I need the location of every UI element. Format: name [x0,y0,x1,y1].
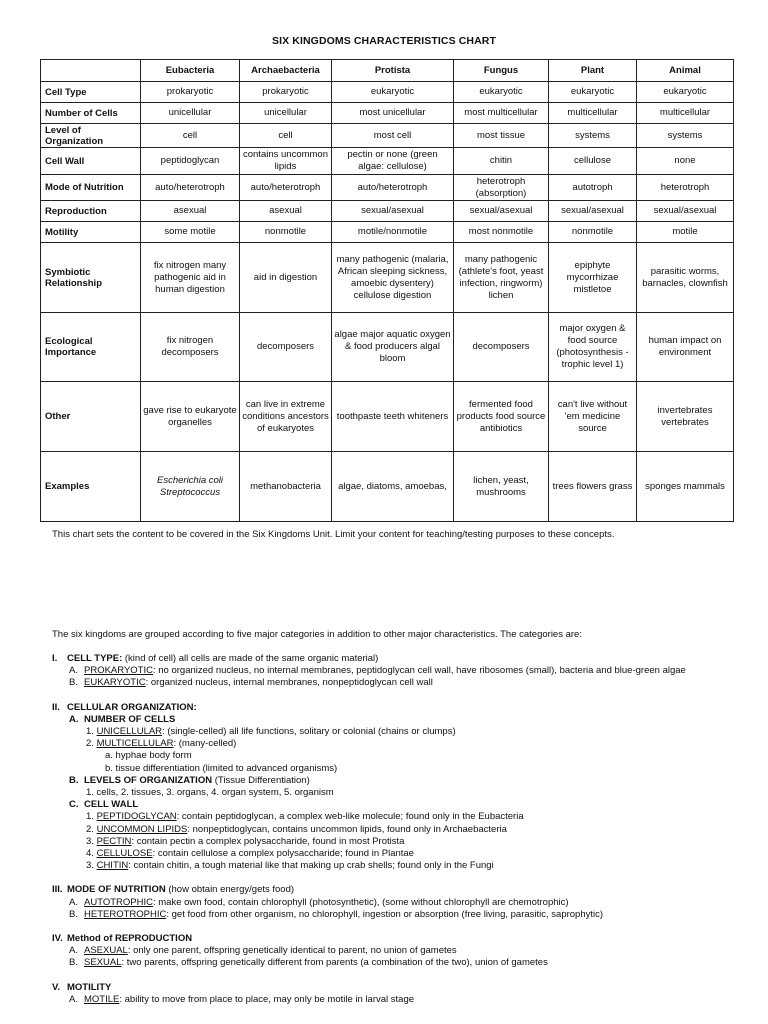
term: MULTICELLULAR [96,738,174,750]
row-label: Reproduction [41,201,141,222]
table-cell: asexual [240,201,332,222]
item-key: 3. [86,860,94,872]
table-cell: systems [637,124,734,148]
table-cell: unicellular [141,103,240,124]
table-cell: eukaryotic [332,82,454,103]
row-label: Symbiotic Relationship [41,243,141,313]
table-cell: chitin [454,148,549,175]
item-key: 1. [86,811,94,823]
table-cell: algae, diatoms, amoebas, [332,452,454,522]
table-cell: human impact on environment [637,313,734,382]
item-text: : contain peptidoglycan, a complex web-like molecule; found only in the Eubacteria [176,811,524,823]
row-label: Level of Organization [41,124,141,148]
item-key: 1. [86,726,94,738]
table-cell: decomposers [454,313,549,382]
header-cell: Archaebacteria [240,60,332,82]
term: PEPTIDOGLYCAN [96,811,177,823]
outline-subitem: b. tissue differentiation (limited to advanced organisms) [105,762,338,774]
outline-item [52,726,752,738]
table-cell: sexual/asexual [549,201,637,222]
table-cell: sponges mammals [637,452,734,522]
row-label: Mode of Nutrition [41,175,141,201]
table-cell: motile/nonmotile [332,222,454,243]
table-cell: sexual/asexual [637,201,734,222]
table-cell: auto/heterotroph [332,175,454,201]
item-key: A. [69,665,78,677]
row-label: Ecological Importance [41,313,141,382]
table-cell: auto/heterotroph [141,175,240,201]
item-key: 2. [86,823,94,835]
item-key: B. [69,957,78,969]
item-text: : organized nucleus, internal membranes, nonpeptidoglycan cell wall [145,677,433,689]
term: PECTIN [96,835,132,847]
six-kingdoms-table [40,59,734,522]
table-cell: many pathogenic (malaria, African sleeping sickness, amoebic dysentery) cellulose digestion [332,243,454,313]
table-cell: multicellular [549,103,637,124]
table-cell: can't live without 'em medicine source [549,382,637,452]
table-cell: methanobacteria [240,452,332,522]
table-cell: most nonmotile [454,222,549,243]
table-cell: algae major aquatic oxygen & food producers algal bloom [332,313,454,382]
item-text: : two parents, offspring genetically different from parents (a combination of the two), union of gametes [121,957,548,969]
table-row [41,201,734,222]
table-row [41,103,734,124]
table-cell: most cell [332,124,454,148]
table-cell: pectin or none (green algae: cellulose) [332,148,454,175]
item-text: : only one parent, offspring genetically identical to parent, no union of gametes [127,945,457,957]
chart-title: SIX KINGDOMS CHARACTERISTICS CHART [272,35,496,47]
row-label: Examples [41,452,141,522]
table-cell: most unicellular [332,103,454,124]
header-cell [41,60,141,82]
table-header-row [41,60,734,82]
item-key: 3. [86,835,94,847]
table-cell: parasitic worms, barnacles, clownfish [637,243,734,313]
section-motility [52,982,752,994]
item-key: 4. [86,848,94,860]
item-key: A. [69,945,78,957]
table-cell: can live in extreme conditions ancestors of eukaryotes [240,382,332,452]
header-cell: Protista [332,60,454,82]
section-desc: (kind of cell) all cells are made of the same organic material) [122,653,379,664]
section-cell-type [52,653,752,665]
subheading-title: LEVELS OF ORGANIZATION [84,774,213,786]
header-cell: Fungus [454,60,549,82]
section-number: IV. [52,933,63,945]
row-label: Cell Wall [41,148,141,175]
outline-subheading [52,775,752,787]
table-row [41,175,734,201]
item-key: C. [69,799,79,811]
table-cell: multicellular [637,103,734,124]
table-cell: systems [549,124,637,148]
table-cell: Escherichia coli Streptococcus [141,452,240,522]
table-cell: eukaryotic [454,82,549,103]
outline-item [52,909,752,921]
table-cell: sexual/asexual [454,201,549,222]
outline-subitem: a. hyphae body form [105,750,192,762]
item-key: A. [69,713,79,725]
header-cell: Plant [549,60,637,82]
item-key: A. [69,896,78,908]
section-title: Method of REPRODUCTION [67,933,193,945]
outline-item [52,677,752,689]
subheading-desc: (Tissue Differentiation) [212,774,310,786]
table-row [41,243,734,313]
section-number: III. [52,884,63,896]
table-row [41,382,734,452]
table-cell: most multicellular [454,103,549,124]
outline-item [52,738,752,750]
section-title: MODE OF NUTRITION [67,884,166,896]
table-row [41,148,734,175]
item-text: : make own food, contain chlorophyll (photosynthetic), (some without chlorophyll are chemotrophic) [152,896,569,908]
outline-item [52,836,752,848]
table-cell: lichen, yeast, mushrooms [454,452,549,522]
outline-item [52,945,752,957]
item-key: B. [69,677,78,689]
table-cell: invertebrates vertebrates [637,382,734,452]
table-cell: cell [240,124,332,148]
table-cell: asexual [141,201,240,222]
subheading-title: CELL WALL [84,799,139,811]
table-row [41,313,734,382]
term: CELLULOSE [96,848,153,860]
subheading-title: NUMBER OF CELLS [84,713,176,725]
term: MOTILE [84,993,120,1005]
table-cell: auto/heterotroph [240,175,332,201]
table-row [41,452,734,522]
table-cell: nonmotile [240,222,332,243]
section-title: MOTILITY [67,981,112,993]
outline-item [52,860,752,872]
table-cell: heterotroph [637,175,734,201]
outline-item [52,848,752,860]
table-cell: autotroph [549,175,637,201]
outline-item [52,994,752,1006]
row-label: Cell Type [41,82,141,103]
table-cell: toothpaste teeth whiteners [332,382,454,452]
outline-item [52,957,752,969]
table-cell: cellulose [549,148,637,175]
table-cell: peptidoglycan [141,148,240,175]
category-outline [52,653,752,1006]
table-cell: fix nitrogen many pathogenic aid in human digestion [141,243,240,313]
row-label: Number of Cells [41,103,141,124]
item-key: B. [69,774,79,786]
section-cellular-organization [52,702,752,714]
table-cell: major oxygen & food source (photosynthesis - trophic level 1) [549,313,637,382]
outline-item [52,897,752,909]
section-title: CELL TYPE: [67,653,123,664]
table-cell: heterotroph (absorption) [454,175,549,201]
term: UNCOMMON LIPIDS [96,823,188,835]
table-cell: epiphyte mycorrhizae mistletoe [549,243,637,313]
intro-paragraph: The six kingdoms are grouped according to five major categories in addition to other major characteristics. The categories are: [52,629,582,640]
item-text: : contain pectin a complex polysaccharide, found in most Protista [131,835,405,847]
table-cell: eukaryotic [637,82,734,103]
table-cell: none [637,148,734,175]
table-cell: trees flowers grass [549,452,637,522]
section-mode-of-nutrition [52,884,752,896]
table-cell: nonmotile [549,222,637,243]
term: ASEXUAL [84,945,128,957]
item-text: : contain cellulose a complex polysaccharide; found in Plantae [152,848,414,860]
table-cell: many pathogenic (athlete's foot, yeast infection, ringworm) lichen [454,243,549,313]
row-label: Other [41,382,141,452]
term: UNICELLULAR [96,726,163,738]
section-number: V. [52,981,61,993]
item-text: : get food from other organism, no chlorophyll, ingestion or absorption (free living, parasitic, saprophytic) [166,908,604,920]
term: AUTOTROPHIC [84,896,153,908]
item-text: : (single-celled) all life functions, solitary or colonial (chains or clumps) [162,726,456,738]
section-desc: (how obtain energy/gets food) [165,884,295,896]
table-row [41,222,734,243]
table-cell: decomposers [240,313,332,382]
table-cell: some motile [141,222,240,243]
table-cell: motile [637,222,734,243]
item-text: : no organized nucleus, no internal membranes, peptidoglycan cell wall, have ribosomes (small), bacteria and blue-green algae [152,665,686,677]
item-key: 2. [86,738,94,750]
table-cell: aid in digestion [240,243,332,313]
table-cell: sexual/asexual [332,201,454,222]
term: SEXUAL [84,957,122,969]
term: EUKARYOTIC [84,677,146,689]
term: CHITIN [96,860,129,872]
table-cell: unicellular [240,103,332,124]
section-number: II. [52,701,60,713]
section-reproduction [52,933,752,945]
table-cell: contains uncommon lipids [240,148,332,175]
table-cell: fix nitrogen decomposers [141,313,240,382]
item-text: : nonpeptidoglycan, contains uncommon lipids, found only in Archaebacteria [187,823,507,835]
table-cell: prokaryotic [141,82,240,103]
outline-subheading [52,799,752,811]
outline-item: 1. cells, 2. tissues, 3. organs, 4. organ system, 5. organism [86,787,334,799]
item-text: : contain chitin, a tough material like that making up crab shells; found only in the Fungi [128,860,494,872]
item-key: B. [69,908,78,920]
table-row [41,124,734,148]
outline-item [52,811,752,823]
table-cell: gave rise to eukaryote organelles [141,382,240,452]
item-key: A. [69,993,78,1005]
header-cell: Eubacteria [141,60,240,82]
chart-note: This chart sets the content to be covered in the Six Kingdoms Unit. Limit your content for teaching/testing purposes to these concepts. [52,529,615,540]
outline-subheading [52,714,752,726]
outline-item [52,665,752,677]
section-title: CELLULAR ORGANIZATION: [67,701,197,713]
header-cell: Animal [637,60,734,82]
table-cell: most tissue [454,124,549,148]
table-cell: eukaryotic [549,82,637,103]
table-row [41,82,734,103]
item-text: : ability to move from place to place, may only be motile in larval stage [119,993,415,1005]
table-cell: prokaryotic [240,82,332,103]
outline-item [52,824,752,836]
table-cell: fermented food products food source antibiotics [454,382,549,452]
term: PROKARYOTIC [84,665,153,677]
section-number: I. [52,653,58,664]
table-cell: cell [141,124,240,148]
item-text: : (many-celled) [173,738,237,750]
term: HETEROTROPHIC [84,908,167,920]
row-label: Motility [41,222,141,243]
